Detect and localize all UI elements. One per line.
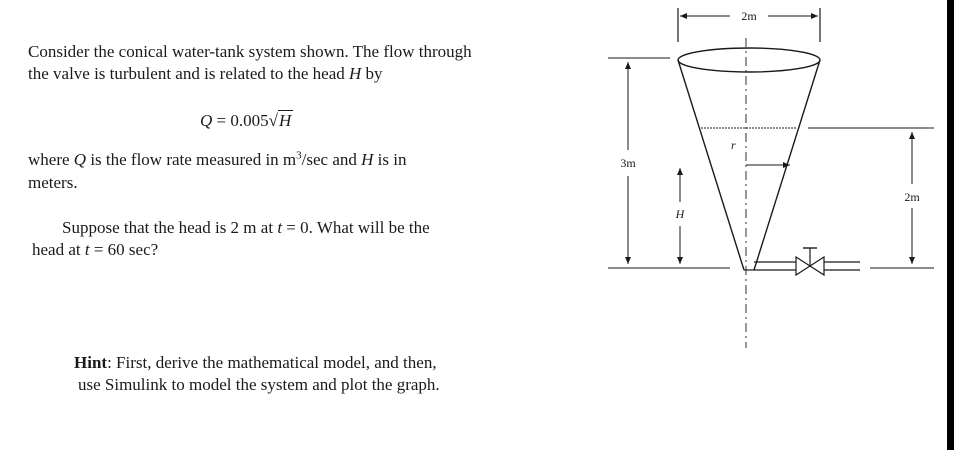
variable-q: Q xyxy=(73,150,87,169)
radius-label: r xyxy=(731,138,736,152)
exponent: 3 xyxy=(296,149,302,162)
conical-tank-diagram xyxy=(600,0,940,360)
cone-wall-left xyxy=(678,60,744,270)
variable-q: Q xyxy=(200,111,213,130)
hint-text: : First, derive the mathematical model, and then, xyxy=(107,353,437,372)
problem-text: by xyxy=(361,64,383,83)
question-line-2 xyxy=(32,239,158,261)
variable-t: t xyxy=(84,240,90,259)
problem-line-3 xyxy=(28,149,406,171)
problem-text: /sec and xyxy=(301,150,362,169)
flow-equation xyxy=(200,110,293,132)
variable-h: H xyxy=(361,150,374,169)
hint-label: Hint xyxy=(74,353,108,372)
problem-line-1: Consider the conical water-tank system shown. The flow through xyxy=(28,42,472,61)
problem-text: is the flow rate measured in m xyxy=(86,150,297,169)
sqrt-argument: H xyxy=(278,111,292,130)
problem-line-4: meters. xyxy=(28,173,78,192)
right-edge-bar xyxy=(947,0,954,450)
cone-rim xyxy=(678,48,820,72)
problem-text: the valve is turbulent and is related to the head xyxy=(28,64,350,83)
problem-text: where xyxy=(28,150,74,169)
problem-text: is in xyxy=(373,150,407,169)
head-label: H xyxy=(675,207,685,221)
square-root xyxy=(269,110,294,132)
question-line-1 xyxy=(62,217,430,239)
equation-coefficient: = 0.005 xyxy=(212,111,269,130)
initial-head-label: 2m xyxy=(904,190,920,204)
height-label: 3m xyxy=(620,156,636,170)
question-text: = 0. What will be the xyxy=(282,218,430,237)
variable-h: H xyxy=(349,64,362,83)
top-width-label: 2m xyxy=(741,9,757,23)
question-text: head at xyxy=(32,240,85,259)
question-text: = 60 sec? xyxy=(89,240,159,259)
question-text: Suppose that the head is 2 m at xyxy=(62,218,278,237)
variable-t: t xyxy=(277,218,283,237)
problem-line-2 xyxy=(28,63,383,85)
hint-line-2: use Simulink to model the system and plot the graph. xyxy=(78,375,440,394)
hint-line-1 xyxy=(74,352,437,374)
valve-icon xyxy=(796,248,824,275)
sqrt-sign-icon: √ xyxy=(268,111,278,130)
